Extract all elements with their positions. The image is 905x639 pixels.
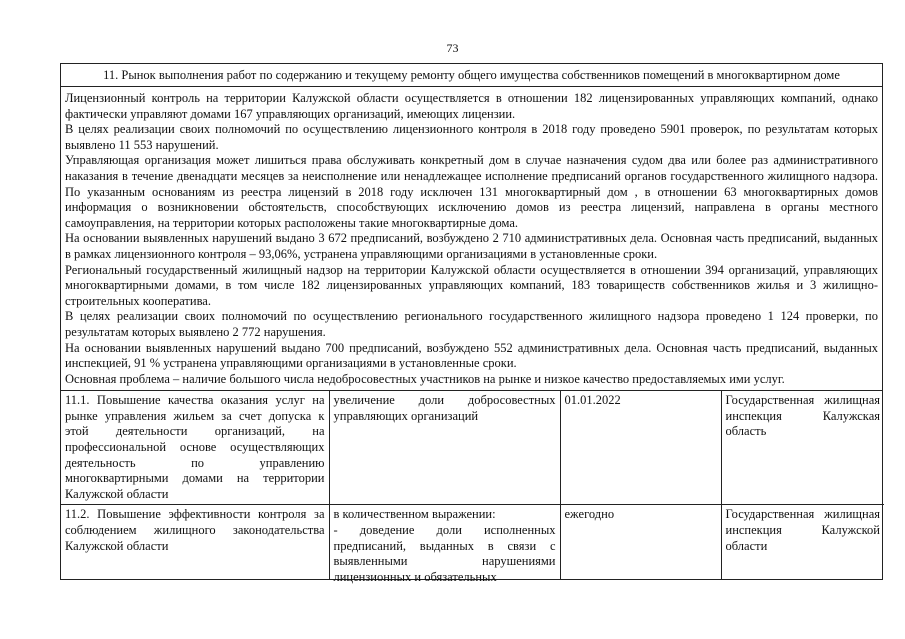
paragraph-licensing-orders: На основании выявленных нарушений выдано 3 672 предписаний, возбуждено 2 710 административных дела. Основная часть предписаний, выданных в рамках лицензионного контроля – 93,06%, устранена управляющими организациями в установленные сроки. bbox=[65, 231, 878, 261]
measures-table bbox=[61, 391, 884, 584]
deadline-cell: ежегодно bbox=[560, 505, 721, 580]
paragraph-licensing-inspections: В целях реализации своих полномочий по осуществлению лицензионного контроля в 2018 году проведено 5901 проверок, по результатам которых выявлено 11 553 нарушений. bbox=[65, 122, 878, 152]
measure-cell: 11.2. Повышение эффективности контроля за соблюдением жилищного законодательства Калужской области bbox=[61, 505, 329, 580]
page-number: 73 bbox=[446, 41, 459, 55]
indicator-cell bbox=[329, 505, 560, 584]
paragraph-regional-supervision: Региональный государственный жилищный надзор на территории Калужской области осуществляется в отношении 394 организаций, управляющих многоквартирными домами, в том числе 182 лицензированных управляющих компаний, 183 товариществ собственников жилья и 3 жилищно-строительных кооператива. bbox=[65, 262, 878, 308]
paragraph-supervision-inspections: В целях реализации своих полномочий по осуществлению регионального государственного жилищного надзора проведено 1 124 проверки, по результатам которых выявлено 2 772 нарушения. bbox=[65, 309, 878, 339]
document-table bbox=[60, 63, 883, 584]
table-row bbox=[61, 391, 884, 505]
indicator-text: в количественном выражении: - доведение доли исполненных предписаний, выданных в связи с выявленными нарушениями лицензионных и обязательных bbox=[333, 507, 556, 584]
section-title: 11. Рынок выполнения работ по содержанию и текущему ремонту общего имущества собственников помещений в многоквартирном доме bbox=[61, 64, 882, 87]
responsible-cell: Государственная жилищная инспекция Калужской области bbox=[725, 507, 880, 553]
deadline-cell: 01.01.2022 bbox=[560, 391, 721, 505]
paragraph-supervision-orders: На основании выявленных нарушений выдано 700 предписаний, возбуждено 552 административных дела. Основная часть предписаний, выданных инспекцией, 91 % устранена управляющими организациями в установленные сроки. bbox=[65, 340, 878, 371]
narrative-block bbox=[61, 87, 882, 391]
paragraph-license-revocation: Управляющая организация может лишиться права обслуживать конкретный дом в случае назначения судом два или более раз административного наказания в течение двенадцати месяцев за неисполнение или ненадлежащее исполнение предписаний органов государственного жилищного надзора. По указанным основаниям из реестра лицензий в 2018 году исключен 131 многоквартирный дом , в отношении 63 многоквартирных домов информация о возникновении обстоятельств, способствующих исключению домов из реестра лицензий, направлена в органы местного самоуправления, на территории которых расположены такие многоквартирные дома. bbox=[65, 153, 878, 230]
paragraph-main-problem: Основная проблема – наличие большого числа недобросовестных участников на рынке и низкое качество предоставляемых ими услуг. bbox=[65, 371, 785, 386]
paragraph-licensing-overview: Лицензионный контроль на территории Калужской области осуществляется в отношении 182 лицензированных управляющих компаний, однако фактически управляют домами 167 управляющих организаций, имеющих лицензии. bbox=[65, 91, 878, 121]
table-row bbox=[61, 505, 884, 580]
responsible-cell: Государственная жилищная инспекция Калужская область bbox=[721, 391, 884, 505]
measure-cell: 11.1. Повышение качества оказания услуг на рынке управления жильем за счет допуска к этой деятельности организаций, на профессиональной основе осуществляющих деятельность по управлению многоквартирными домами на территории Калужской области bbox=[61, 391, 329, 505]
indicator-cell: увеличение доли добросовестных управляющих организаций bbox=[329, 391, 560, 505]
